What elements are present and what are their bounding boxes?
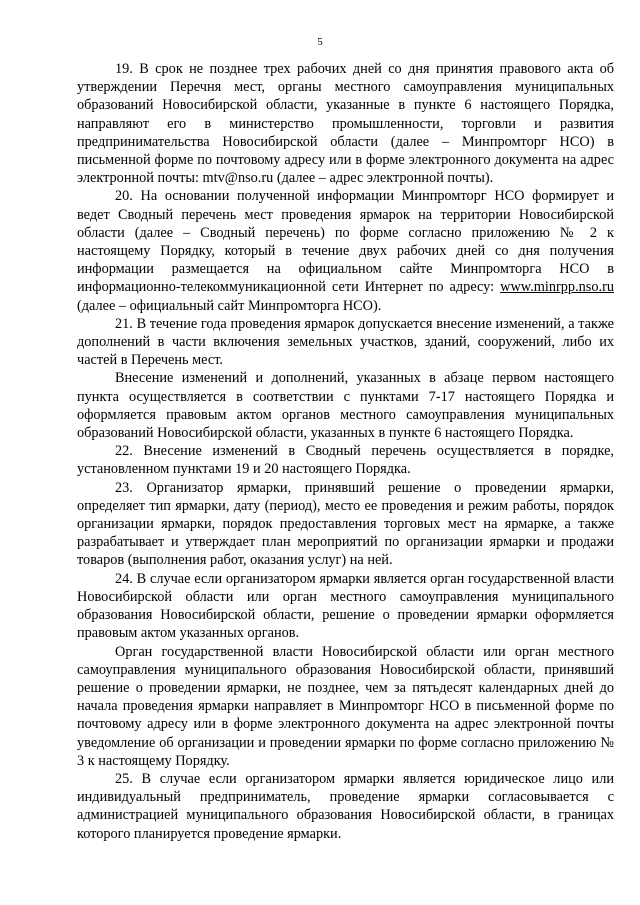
paragraph-20: [77, 187, 614, 314]
paragraph-21: 21. В течение года проведения ярмарок допускается внесение изменений, а также дополнений в части включения земельных участков, зданий, сооружений, либо их частей в Перечень мест.: [77, 315, 614, 369]
paragraph-22: 22. Внесение изменений в Сводный перечень осуществляется в порядке, установленном пунктами 19 и 20 настоящего Порядка.: [77, 443, 614, 478]
paragraph-24-notification: Орган государственной власти Новосибирской области или орган местного самоуправления муниципального образования Новосибирской области, принявший решение о проведении ярмарки, не позднее, чем за пятьдесят календарных дней до начала проведения ярмарки направляет в Минпромторг НСО в письменной форме по почтовому адресу или в форме электронного документа на адрес электронной почты уведомление об организации и проведении ярмарки по форме согласно приложению № 3 к настоящему Порядку.: [77, 643, 614, 769]
paragraph-24: 24. В случае если организатором ярмарки является орган государственной власти Новосибирской области или орган местного самоуправления муниципального образования Новосибирской области, решение о проведении ярмарки оформляется правовым актом указанных органов.: [77, 570, 614, 642]
paragraph-20-tail: (далее – официальный сайт Минпромторга НСО).: [77, 297, 382, 314]
paragraph-25: 25. В случае если организатором ярмарки является юридическое лицо или индивидуальный предприниматель, проведение ярмарки согласовывается с администрацией муниципального образования Новосибирской области, в границах которого планируется проведение ярмарки.: [77, 770, 614, 842]
paragraph-21-amendments: Внесение изменений и дополнений, указанных в абзаце первом настоящего пункта осуществляется в соответствии с пунктами 7-17 настоящего Порядка и оформляется правовым актом органов местного самоуправления муниципальных образований Новосибирской области, указанных в пункте 6 настоящего Порядка.: [77, 370, 614, 442]
paragraph-19: 19. В срок не позднее трех рабочих дней со дня принятия правового акта об утверждении Перечня мест, органы местного самоуправления муниципальных образований Новосибирской области, указанные в пункте 6 настоящего Порядка, направляют его в министерство промышленности, торговли и развития предпринимательства Новосибирской области (далее – Минпромторг НСО) в письменной форме по почтовому адресу или в форме электронного документа на адрес электронной почты: mtv@nso.ru (далее – адрес электронной почты).: [77, 61, 614, 187]
paragraph-23: 23. Организатор ярмарки, принявший решение о проведении ярмарки, определяет тип ярмарки, дату (период), место ее проведения и режим работы, порядок организации ярмарки, порядок предоставления торговых мест на ярмарке, а также разрабатывает и утверждает план мероприятий по организации ярмарки и продажи товаров (выполнения работ, оказания услуг) на ней.: [77, 479, 614, 569]
document-body: [77, 60, 614, 843]
page-number: 5: [317, 36, 323, 48]
website-link[interactable]: www.minrpp.nso.ru: [500, 279, 614, 296]
paragraph-20-text: 20. На основании полученной информации Минпромторг НСО формирует и ведет Сводный перечень мест проведения ярмарок на территории Новосибирской области (далее – Сводный перечень) по форме согласно приложению № 2 к настоящему Порядку, который в течение двух рабочих дней со дня получения информации размещается на официальном сайте Минпромторга НСО в информационно-телекоммуникационной сети Интернет по адресу:: [77, 188, 614, 296]
